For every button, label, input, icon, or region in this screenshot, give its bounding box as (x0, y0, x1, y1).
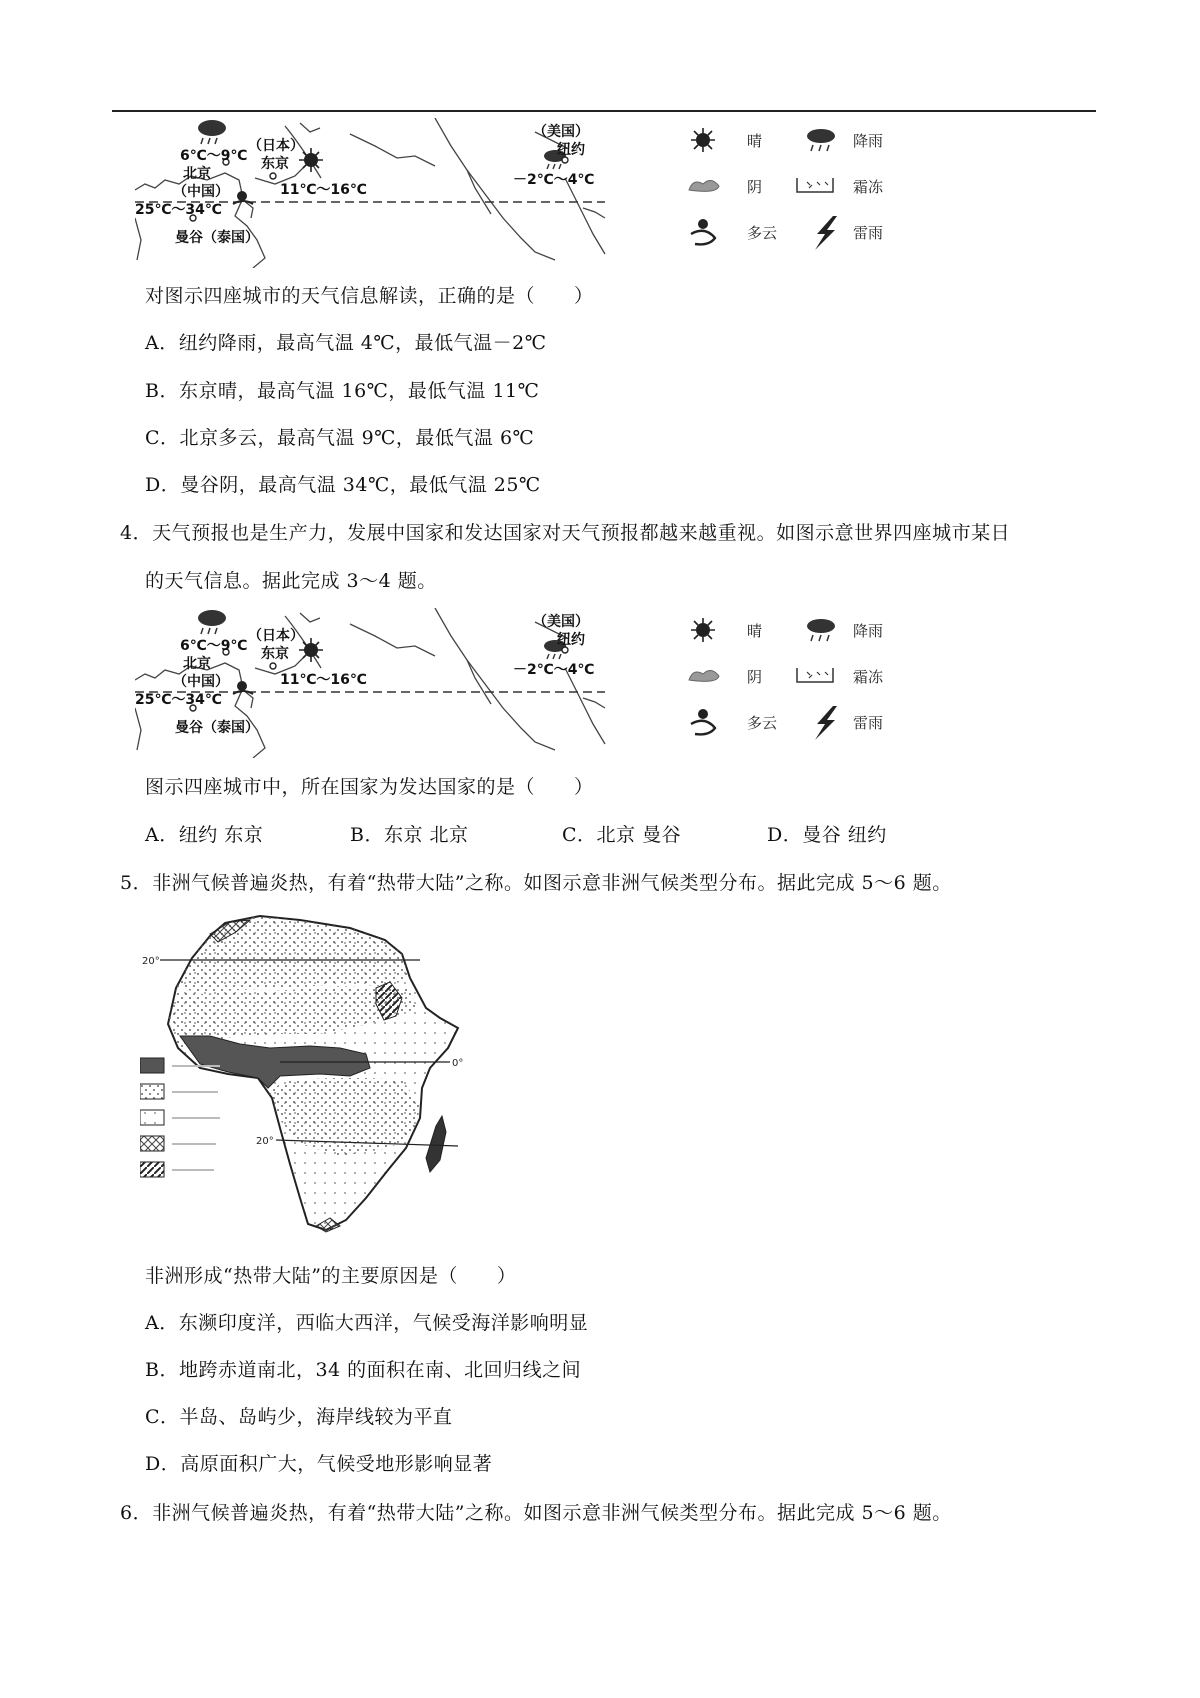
legend-rain: 降雨 (853, 132, 884, 150)
beijing-country: （中国） (173, 184, 229, 200)
newyork-name: 纽约 (557, 142, 585, 158)
newyork-name: 纽约 (557, 632, 585, 648)
q4-intro-line1: 4．天气预报也是生产力，发展中国家和发达国家对天气预报都越来越重视。如图示意世界四座城市某日 (120, 522, 1011, 544)
bangkok-temp: 25℃～34℃ (135, 692, 222, 708)
lat-0-label: 0° (452, 1058, 464, 1069)
thunder-icon (815, 706, 837, 740)
sunny-icon (691, 128, 715, 152)
lat-20n-label: 20° (142, 956, 160, 967)
q4-intro-line2: 的天气信息。据此完成 3～4 题。 (145, 570, 437, 592)
tokyo-temp: 11℃～16℃ (280, 182, 367, 198)
legend-frost: 霜冻 (853, 668, 884, 686)
bangkok-temp: 25℃～34℃ (135, 202, 222, 218)
q3-option-b: B．东京晴，最高气温 16℃，最低气温 11℃ (145, 380, 540, 402)
beijing-rain-icon (198, 610, 226, 634)
bangkok-name: 曼谷（泰国） (175, 720, 259, 736)
tokyo-temp: 11℃～16℃ (280, 672, 367, 688)
bangkok-cloudy-icon (233, 681, 253, 694)
tokyo-name: 东京 (261, 646, 289, 662)
legend-sunny: 晴 (747, 132, 763, 150)
q5-option-c: C．半岛、岛屿少，海岸线较为平直 (145, 1406, 453, 1428)
newyork-country: （美国） (533, 614, 589, 630)
q5-option-d: D．高原面积广大，气候受地形影响显著 (145, 1453, 493, 1475)
legend-thunder: 雷雨 (853, 714, 884, 732)
q3-option-d: D．曼谷阴，最高气温 34℃，最低气温 25℃ (145, 474, 541, 496)
tokyo-marker (270, 663, 276, 669)
q3-option-a: A．纽约降雨，最高气温 4℃，最低气温－2℃ (145, 332, 547, 354)
newyork-country: （美国） (533, 124, 589, 140)
rain-icon (807, 129, 835, 151)
q4-stem: 图示四座城市中，所在国家为发达国家的是（ ） (145, 776, 594, 798)
beijing-name: 北京 (183, 656, 211, 672)
lat-20s-label: 20° (256, 1136, 274, 1147)
overcast-icon (689, 180, 719, 191)
tokyo-country: （日本） (248, 628, 304, 644)
madagascar (426, 1116, 446, 1172)
tokyo-marker (270, 173, 276, 179)
q3-option-c: C．北京多云，最高气温 9℃，最低气温 6℃ (145, 427, 535, 449)
legend-sunny: 晴 (747, 622, 763, 640)
q5-option-b: B．地跨赤道南北，34 的面积在南、北回归线之间 (145, 1359, 582, 1381)
overcast-icon (689, 670, 719, 681)
q4-option-c: C．北京 曼谷 (562, 824, 682, 846)
q4-option-a: A．纽约 东京 (145, 824, 264, 846)
rain-icon (807, 619, 835, 641)
newyork-temp: －2℃～4℃ (513, 172, 595, 188)
legend-rain: 降雨 (853, 622, 884, 640)
q3-stem: 对图示四座城市的天气信息解读，正确的是（ ） (145, 285, 594, 307)
beijing-temp: 6℃～9℃ (180, 148, 248, 164)
cloudy-icon (691, 219, 715, 244)
beijing-name: 北京 (183, 166, 211, 182)
weather-map-figure-1 (135, 118, 655, 268)
legend-thunder: 雷雨 (853, 224, 884, 242)
tokyo-name: 东京 (261, 156, 289, 172)
q4-option-b: B．东京 北京 (350, 824, 469, 846)
thunder-icon (815, 216, 837, 250)
q5-stem: 非洲形成“热带大陆”的主要原因是（ ） (145, 1265, 517, 1287)
bangkok-name: 曼谷（泰国） (175, 230, 259, 246)
beijing-country: （中国） (173, 674, 229, 690)
legend-frost: 霜冻 (853, 178, 884, 196)
tokyo-country: （日本） (248, 138, 304, 154)
q4-option-d: D．曼谷 纽约 (767, 824, 887, 846)
q6-intro: 6．非洲气候普遍炎热，有着“热带大陆”之称。如图示意非洲气候类型分布。据此完成 5～6 题。 (120, 1502, 952, 1524)
legend-cloudy: 多云 (747, 224, 778, 242)
beijing-rain-icon (198, 120, 226, 144)
legend-overcast: 阴 (747, 178, 763, 196)
frost-icon (797, 178, 833, 192)
q5-option-a: A．东濒印度洋，西临大西洋，气候受海洋影响明显 (145, 1312, 589, 1334)
legend-overcast: 阴 (747, 668, 763, 686)
legend-cloudy: 多云 (747, 714, 778, 732)
africa-legend (140, 1058, 220, 1177)
africa-climate-map (140, 908, 520, 1248)
cloudy-icon (691, 709, 715, 734)
sunny-icon (691, 618, 715, 642)
header-rule (112, 110, 1096, 112)
weather-map-figure-2 (135, 608, 655, 758)
bangkok-cloudy-icon (233, 191, 253, 204)
beijing-temp: 6℃～9℃ (180, 638, 248, 654)
weather-legend-1 (685, 128, 905, 258)
weather-legend-2 (685, 618, 905, 748)
q5-intro: 5．非洲气候普遍炎热，有着“热带大陆”之称。如图示意非洲气候类型分布。据此完成 5～6 题。 (120, 872, 952, 894)
newyork-temp: －2℃～4℃ (513, 662, 595, 678)
frost-icon (797, 668, 833, 682)
